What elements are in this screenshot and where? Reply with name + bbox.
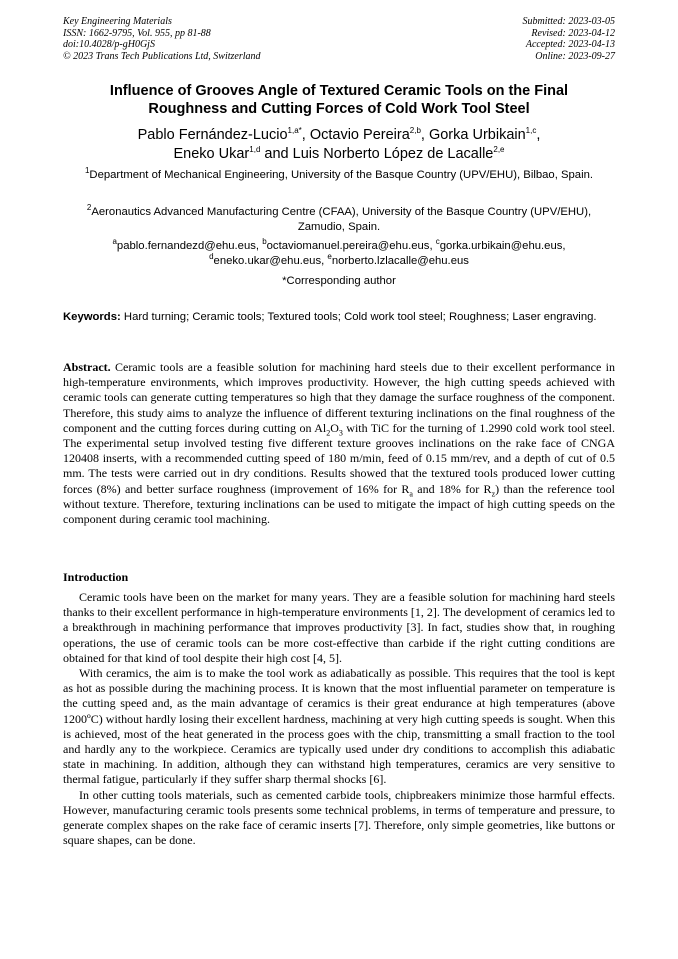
- author-name: Pablo Fernández-Lucio: [137, 127, 288, 143]
- section-heading-introduction: Introduction: [63, 570, 129, 584]
- publication-info: [63, 16, 261, 62]
- affiliation-text: Department of Mechanical Engineering, University of the Basque Country (UPV/EHU), Bilbao, Spain.: [89, 169, 594, 181]
- keywords-label: Keywords:: [63, 311, 121, 323]
- affiliation-marker: 2: [86, 203, 92, 213]
- email-link[interactable]: eneko.ukar@ehu.eus: [213, 254, 322, 267]
- author-conjunction: and: [264, 146, 289, 162]
- issn-volume: ISSN: 1662-9795, Vol. 955, pp 81-88: [63, 27, 211, 39]
- keywords-text: Hard turning; Ceramic tools; Textured tools; Cold work tool steel; Roughness; Laser engraving.: [123, 311, 597, 323]
- paragraph: Ceramic tools have been on the market for many years. They are a feasible solution for machining hard steels thanks to their excellent performance in high-temperature environments [1, 2]. The development of ceramics led to a breakthrough in machining performance that improves productivity [3]. In fact, studies show that, in roughing operations, the use of ceramic tools can be more cost-effective than carbide if the right cutting conditions are obtained for that kind of tool despite their high cost [4, 5].: [63, 590, 615, 665]
- introduction-body: [63, 590, 615, 848]
- author-affil-marker: 1,a*: [287, 126, 302, 136]
- author-affil-marker: 2,e: [493, 145, 505, 155]
- author-name: Luis Norberto López de Lacalle: [292, 146, 494, 162]
- abstract-label: Abstract.: [63, 360, 111, 374]
- paragraph: In other cutting tools materials, such as cemented carbide tools, chipbreakers minimize those harmful effects. However, manufacturing ceramic tools presents some technical problems, in terms of temperature and pressure, to generate complex shapes on the rake face of ceramic inserts [7]. Therefore, only simple geometries, like buttons or square shapes, can be done.: [63, 787, 615, 848]
- title-line-2: Roughness and Cutting Forces of Cold Work Tool Steel: [148, 101, 530, 117]
- author-emails: $^a$pablo.fernandezd@ehu.eus, $^b$octaviomanuel.pereira@ehu.eus, $^c$gorka.urbikain@ehu.eus, $^d$eneko.ukar@ehu.eus, $^e$norberto.lzlacalle@ehu.eus: [112, 237, 566, 267]
- title-line-1: Influence of Grooves Angle of Textured Ceramic Tools on the Final: [109, 83, 569, 99]
- affiliation-marker: 1: [84, 166, 90, 176]
- author-name: Octavio Pereira: [309, 127, 410, 143]
- email-link[interactable]: norberto.lzlacalle@ehu.eus: [331, 254, 469, 267]
- journal-name: Key Engineering Materials: [63, 16, 172, 27]
- doi[interactable]: doi:10.4028/p-gH0GjS: [63, 39, 155, 50]
- email-link[interactable]: pablo.fernandezd@ehu.eus: [116, 240, 256, 252]
- author-affil-marker: 1,c: [525, 126, 537, 136]
- author-list: Pablo Fernández-Lucio$^{1,a*}$, Octavio Pereira$^{2,b}$, Gorka Urbikain$^{1,c}$, Eneko Ukar$^{1,d}$ and Luis Norberto López de Lacalle$^{2,e}$: [137, 126, 541, 162]
- author-name: Eneko Ukar: [173, 146, 250, 162]
- corresponding-author-note: *Corresponding author: [282, 275, 396, 287]
- publication-dates: [523, 16, 616, 62]
- paragraph: With ceramics, the aim is to make the tool work as adiabatically as possible. This requires that the tool is kept as hot as possible during the machining process. It is known that the most influential parameter on temperature is the cutting speed and, as the main advantage of ceramics is their great endurance at high temperatures (above 1200ºC) without hardly losing their excellent hardness, machining at very high cutting speeds is sought. When this is achieved, most of the heat generated in the process goes with the chip, transmitting a small fraction to the tool and hardly any to the workpiece. Ceramics are typically used under dry conditions to accomplish this adiabatic state in machining. In addition, although they can withstand high temperatures, ceramics are very sensitive to thermal fatigue, particularly if they suffer sharp thermal shocks [6].: [63, 666, 615, 787]
- date-accepted: Accepted: 2023-04-13: [525, 39, 615, 50]
- copyright: © 2023 Trans Tech Publications Ltd, Switzerland: [63, 50, 261, 62]
- affiliation-text: Aeronautics Advanced Manufacturing Centre (CFAA), University of the Basque Country (UPV/EHU), Zamudio, Spain.: [91, 206, 592, 233]
- author-name: Gorka Urbikain: [428, 127, 526, 143]
- date-online: Online: 2023-09-27: [535, 50, 615, 62]
- affiliation-2: [63, 205, 615, 234]
- email-link[interactable]: gorka.urbikain@ehu.eus: [439, 240, 563, 252]
- paper-title: [63, 82, 615, 118]
- date-revised: Revised: 2023-04-12: [531, 27, 615, 39]
- email-link[interactable]: octaviomanuel.pereira@ehu.eus: [266, 240, 430, 252]
- author-affil-marker: 2,b: [409, 126, 421, 136]
- abstract: Abstract. Ceramic tools are a feasible solution for machining hard steels due to their excellent performance in high-temperature environments, which improves productivity. However, the high cutting speeds achieved with ceramic tools can generate cutting temperatures so high that they damage the surface roughness of the component. Therefore, this study aims to analyze the influence of different texturing inclinations on the final roughness of the component and the cutting forces during cutting on $Al_2O_3$ with TiC for the turning of 1.2990 cold work tool steel. The experimental setup involved testing five different texture grooves inclinations on the rake face of CNGA 120408 inserts, with a recommended cutting speed of 180 m/min, feed of 0.15 mm/rev, and a depth of cut of 0.5 mm. The tests were carried out in dry conditions. Results showed that the textured tools produced lower cutting forces (8%) and better surface roughness (improvement of 16% for $R_a$ and 18% for $R_z$) than the reference tool without texture. Therefore, texturing inclinations can be used to mitigate the impact of high cutting speeds on the component during ceramic tool machining.: [63, 360, 615, 527]
- author-affil-marker: 1,d: [249, 145, 261, 155]
- keywords: [63, 310, 615, 325]
- date-submitted: Submitted: 2023-03-05: [522, 16, 615, 27]
- affiliation-1: [63, 168, 615, 183]
